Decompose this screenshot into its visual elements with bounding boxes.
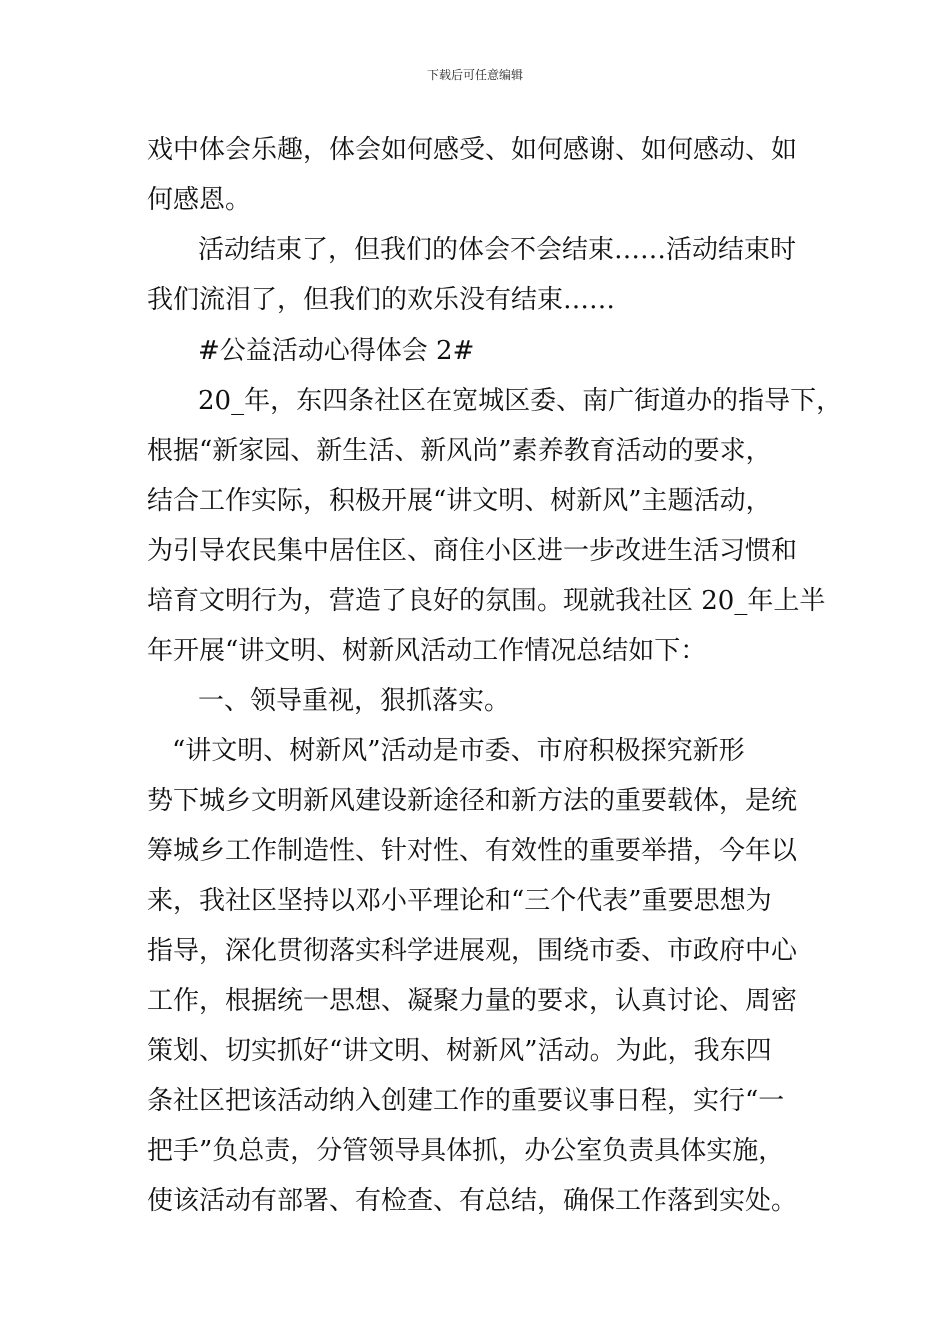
- text-line: 把手”负总责，分管领导具体抓，办公室负责具体实施，: [147, 1136, 785, 1166]
- text-line: 策划、切实抓好“讲文明、树新风”活动。为此，我东四: [147, 1036, 772, 1066]
- text-line: 何感恩。: [147, 185, 252, 215]
- text-line: 来，我社区坚持以邓小平理论和“三个代表”重要思想为: [147, 886, 772, 916]
- text-line: 筹城乡工作制造性、针对性、有效性的重要举措，今年以: [147, 836, 798, 866]
- text-line: 我们流泪了，但我们的欢乐没有结束……: [147, 285, 616, 315]
- subheading: 一、领导重视，狠抓落实。: [198, 686, 511, 716]
- text-line: 工作，根据统一思想、凝聚力量的要求，认真讨论、周密: [147, 986, 798, 1016]
- text-line: 使该活动有部署、有检查、有总结，确保工作落到实处。: [147, 1186, 798, 1216]
- page-header: 下载后可任意编辑: [426, 68, 523, 82]
- text-line: 指导，深化贯彻落实科学进展观，围绕市委、市政府中心: [147, 936, 798, 966]
- text-line: 条社区把该活动纳入创建工作的重要议事日程，实行“一: [147, 1086, 785, 1116]
- text-line: 培育文明行为，营造了良好的氛围。现就我社区 20_年上半: [147, 586, 826, 616]
- text-line: 根据“新家园、新生活、新风尚”素养教育活动的要求，: [147, 436, 772, 466]
- text-line: 势下城乡文明新风建设新途径和新方法的重要载体，是统: [147, 786, 798, 816]
- text-line: 活动结束了，但我们的体会不会结束……活动结束时: [198, 235, 797, 265]
- text-line: 为引导农民集中居住区、商住小区进一步改进生活习惯和: [147, 536, 798, 566]
- text-line: 戏中体会乐趣，体会如何感受、如何感谢、如何感动、如: [147, 135, 798, 165]
- text-line: 20_年，东四条社区在宽城区委、南广街道办的指导下，: [198, 386, 843, 416]
- text-line: 结合工作实际，积极开展“讲文明、树新风”主题活动，: [147, 486, 772, 516]
- text-line: 年开展“讲文明、树新风活动工作情况总结如下：: [147, 636, 707, 666]
- text-line: “讲文明、树新风”活动是市委、市府积极探究新形: [172, 736, 745, 766]
- section-heading: #公益活动心得体会 2#: [198, 336, 475, 366]
